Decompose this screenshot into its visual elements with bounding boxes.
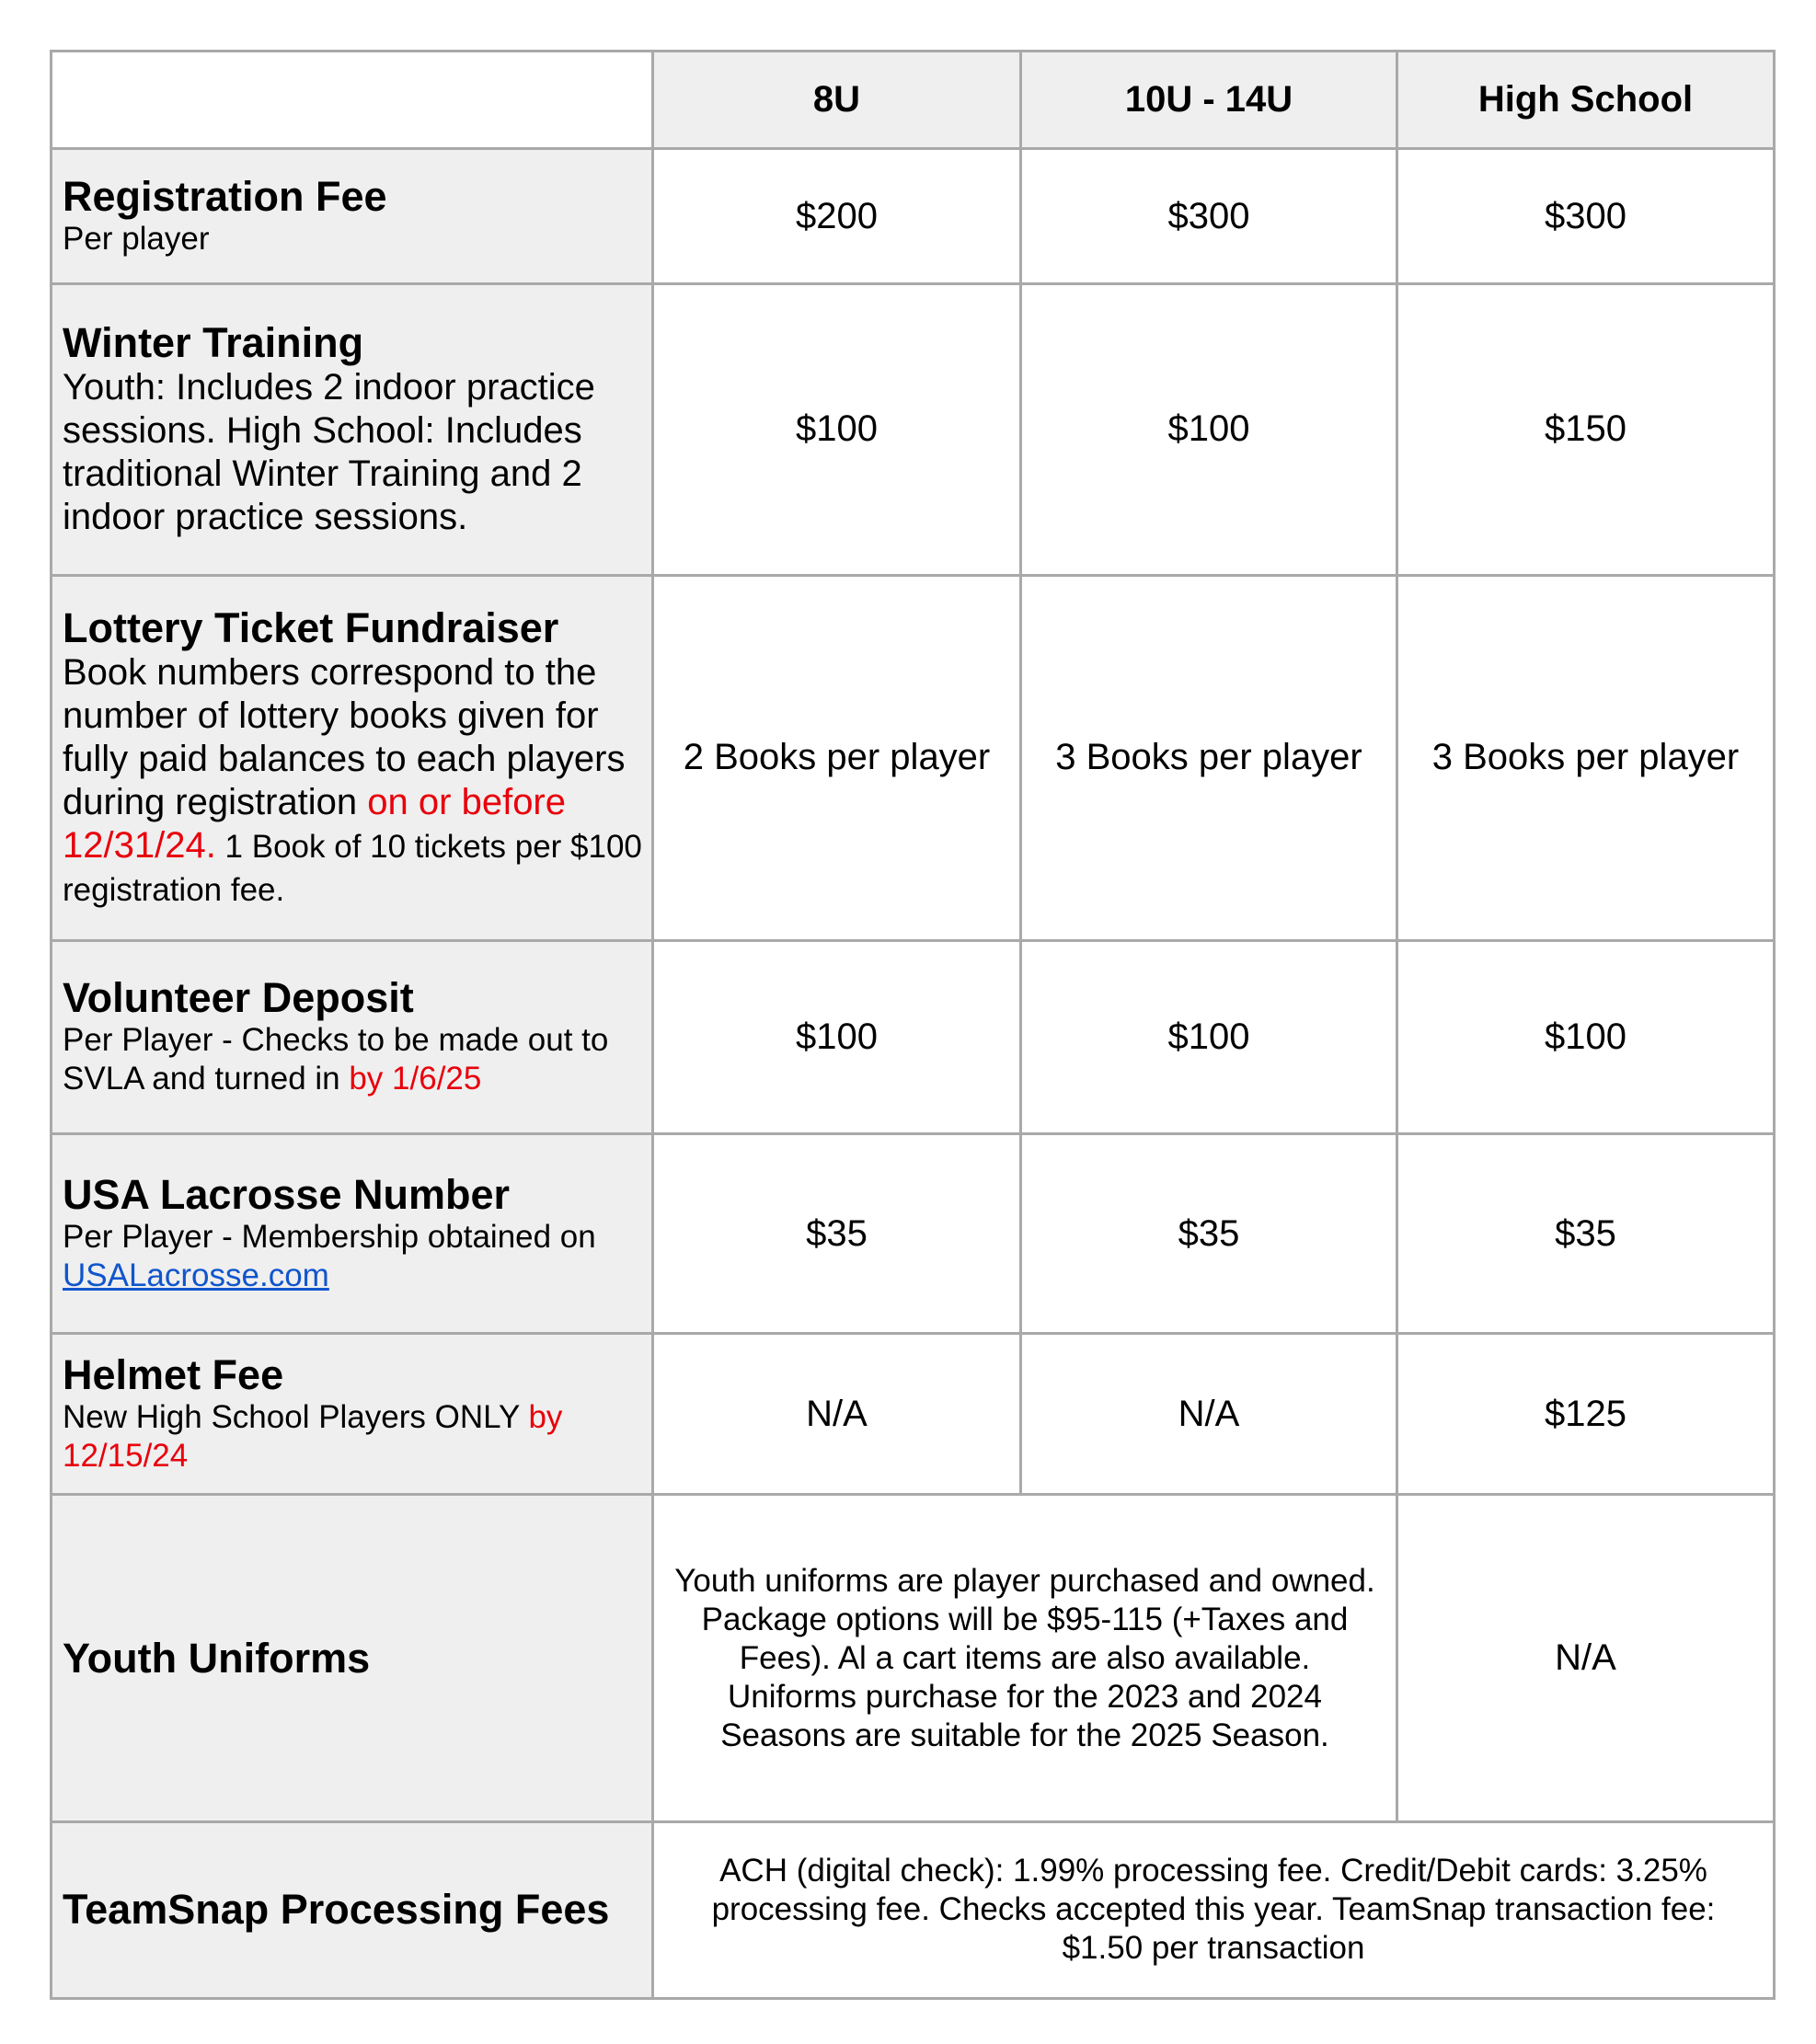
winter-8u: $100 [653, 284, 1021, 575]
helmet-8u: N/A [653, 1334, 1021, 1495]
lottery-deadline: on or before 12/31/24. [63, 781, 566, 866]
teamsnap-note: ACH (digital check): 1.99% processing fee. Credit/Debit cards: 3.25% processing fee. Checks accepted this year. TeamSnap transaction fee: $1.50 per transaction [653, 1821, 1775, 1998]
volunteer-title: Volunteer Deposit [63, 974, 414, 1022]
uniforms-high-school: N/A [1397, 1495, 1775, 1821]
header-10u-14u: 10U - 14U [1021, 52, 1397, 149]
volunteer-8u: $100 [653, 940, 1021, 1133]
row-lottery-fundraiser [52, 575, 1775, 940]
registration-8u: $200 [653, 149, 1021, 284]
winter-subtitle: Youth: Includes 2 indoor practice sessions. High School: Includes traditional Winter Training and 2 indoor practice sessions. [63, 366, 595, 537]
winter-title: Winter Training [63, 318, 364, 366]
header-high-school: High School [1397, 52, 1775, 149]
helmet-title: Helmet Fee [63, 1351, 284, 1399]
uniforms-title: Youth Uniforms [63, 1634, 371, 1682]
usa-8u: $35 [653, 1134, 1021, 1334]
uniforms-youth-note: Youth uniforms are player purchased and owned. Package options will be $95-115 (+Taxes and Fees). Al a cart items are also available. Uniforms purchase for the 2023 and 2024 Seasons are suitable for the 2025 Season. [653, 1495, 1397, 1821]
teamsnap-title: TeamSnap Processing Fees [63, 1886, 610, 1934]
helmet-deadline: by 12/15/24 [63, 1399, 563, 1475]
helmet-subtitle-text: New High School Players ONLY [63, 1399, 529, 1436]
header-8u: 8U [653, 52, 1021, 149]
lottery-high-school: 3 Books per player [1397, 575, 1775, 940]
lottery-subtitle-tail: 1 Book of 10 tickets per $100 registration fee. [63, 828, 642, 908]
teamsnap-label-cell [52, 1821, 653, 1998]
row-teamsnap-fees [52, 1821, 1775, 1998]
row-helmet-fee [52, 1334, 1775, 1495]
fee-table [50, 50, 1776, 2000]
winter-10u-14u: $100 [1021, 284, 1397, 575]
usa-high-school: $35 [1397, 1134, 1775, 1334]
header-empty-cell [52, 52, 653, 149]
volunteer-high-school: $100 [1397, 940, 1775, 1133]
lottery-subtitle-text: Book numbers correspond to the number of lottery books given for fully paid balances to each players during registration [63, 651, 626, 822]
volunteer-label-cell [52, 940, 653, 1133]
row-usa-lacrosse-number [52, 1134, 1775, 1334]
usa-10u-14u: $35 [1021, 1134, 1397, 1334]
helmet-10u-14u: N/A [1021, 1334, 1397, 1495]
usa-subtitle [63, 1218, 644, 1295]
lottery-8u: 2 Books per player [653, 575, 1021, 940]
volunteer-10u-14u: $100 [1021, 940, 1397, 1133]
registration-10u-14u: $300 [1021, 149, 1397, 284]
lottery-subtitle [63, 651, 644, 911]
row-youth-uniforms [52, 1495, 1775, 1821]
lottery-label-cell [52, 575, 653, 940]
lottery-title: Lottery Ticket Fundraiser [63, 603, 559, 651]
volunteer-deadline: by 1/6/25 [349, 1061, 482, 1097]
volunteer-subtitle [63, 1021, 644, 1098]
volunteer-subtitle-text: Per Player - Checks to be made out to SVLA and turned in [63, 1022, 609, 1097]
uniforms-label-cell [52, 1495, 653, 1821]
usa-label-cell [52, 1134, 653, 1334]
row-volunteer-deposit [52, 940, 1775, 1133]
usa-lacrosse-link[interactable]: USALacrosse.com [63, 1257, 329, 1294]
lottery-10u-14u: 3 Books per player [1021, 575, 1397, 940]
helmet-high-school: $125 [1397, 1334, 1775, 1495]
winter-high-school: $150 [1397, 284, 1775, 575]
registration-title: Registration Fee [63, 173, 387, 221]
usa-title: USA Lacrosse Number [63, 1171, 510, 1219]
row-winter-training [52, 284, 1775, 575]
helmet-label-cell [52, 1334, 653, 1495]
helmet-subtitle [63, 1398, 644, 1476]
registration-subtitle: Per player [63, 221, 210, 258]
winter-label-cell [52, 284, 653, 575]
registration-label-cell [52, 149, 653, 284]
row-registration-fee [52, 149, 1775, 284]
table-header-row [52, 52, 1775, 149]
usa-subtitle-text: Per Player - Membership obtained on [63, 1219, 596, 1256]
registration-high-school: $300 [1397, 149, 1775, 284]
